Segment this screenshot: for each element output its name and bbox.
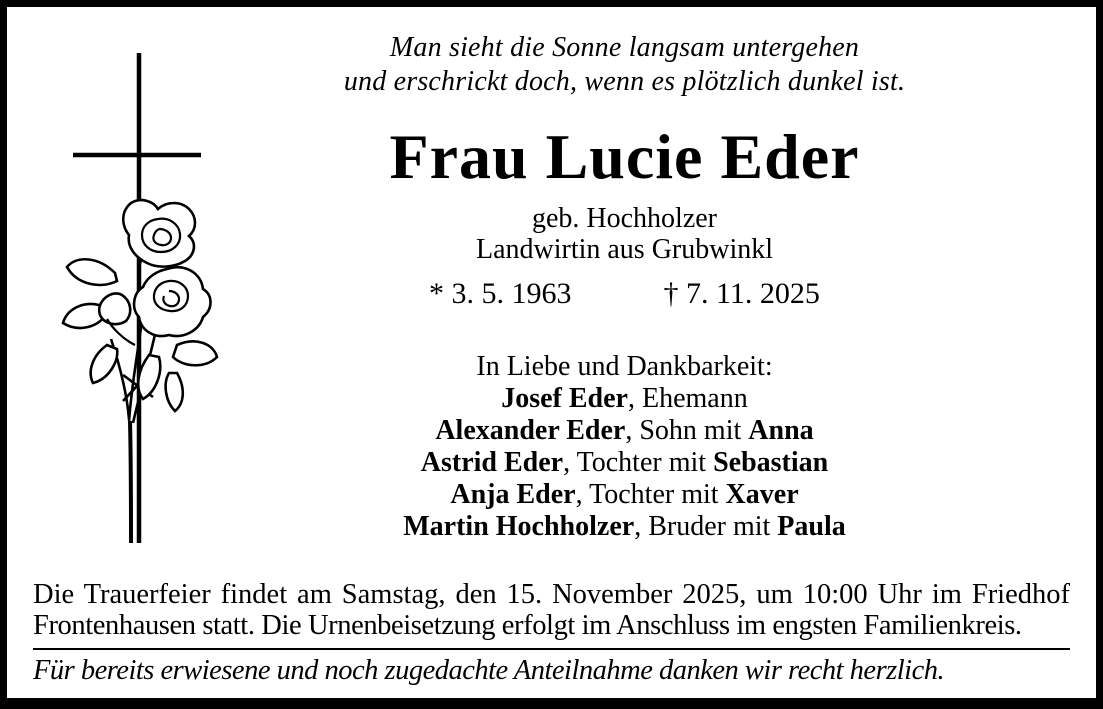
- epigraph-line: und erschrickt doch, wenn es plötzlich dunkel ist.: [343, 66, 906, 97]
- deceased-details: [159, 203, 1090, 265]
- mourner-line: Astrid Eder, Tochter mit Sebastian: [420, 447, 829, 478]
- thanks-line: Für bereits erwiesene und noch zugedachte Anteilnahme danken wir recht herzlich.: [33, 655, 945, 686]
- deceased-name: Frau Lucie Eder: [389, 121, 860, 192]
- mourner-line: Martin Hochholzer, Bruder mit Paula: [403, 511, 846, 542]
- mourner-line: Anja Eder, Tochter mit Xaver: [450, 479, 799, 510]
- funeral-info-line: Frontenhausen statt. Die Urnenbeisetzung erfolgt im Anschluss im engsten Familienkreis.: [33, 610, 1022, 641]
- funeral-info-line: Die Trauerfeier findet am Samstag, den 15. November 2025, um 10:00 Uhr im Friedhof: [33, 579, 1070, 610]
- maiden-name: geb. Hochholzer: [531, 203, 718, 234]
- death-date: † 7. 11. 2025: [663, 277, 820, 310]
- epigraph: [159, 31, 1090, 99]
- divider-line: [33, 648, 1070, 650]
- mourners-section: [159, 351, 1090, 543]
- funeral-info: [33, 579, 1070, 641]
- birth-date: * 3. 5. 1963: [429, 277, 572, 310]
- life-dates: [159, 277, 1090, 311]
- epigraph-line: Man sieht die Sonne langsam untergehen: [389, 32, 860, 63]
- mourning-intro: In Liebe und Dankbarkeit:: [476, 351, 773, 382]
- mourner-line: Josef Eder, Ehemann: [501, 383, 748, 414]
- descriptor: Landwirtin aus Grubwinkl: [475, 234, 774, 265]
- mourner-line: Alexander Eder, Sohn mit Anna: [435, 415, 814, 446]
